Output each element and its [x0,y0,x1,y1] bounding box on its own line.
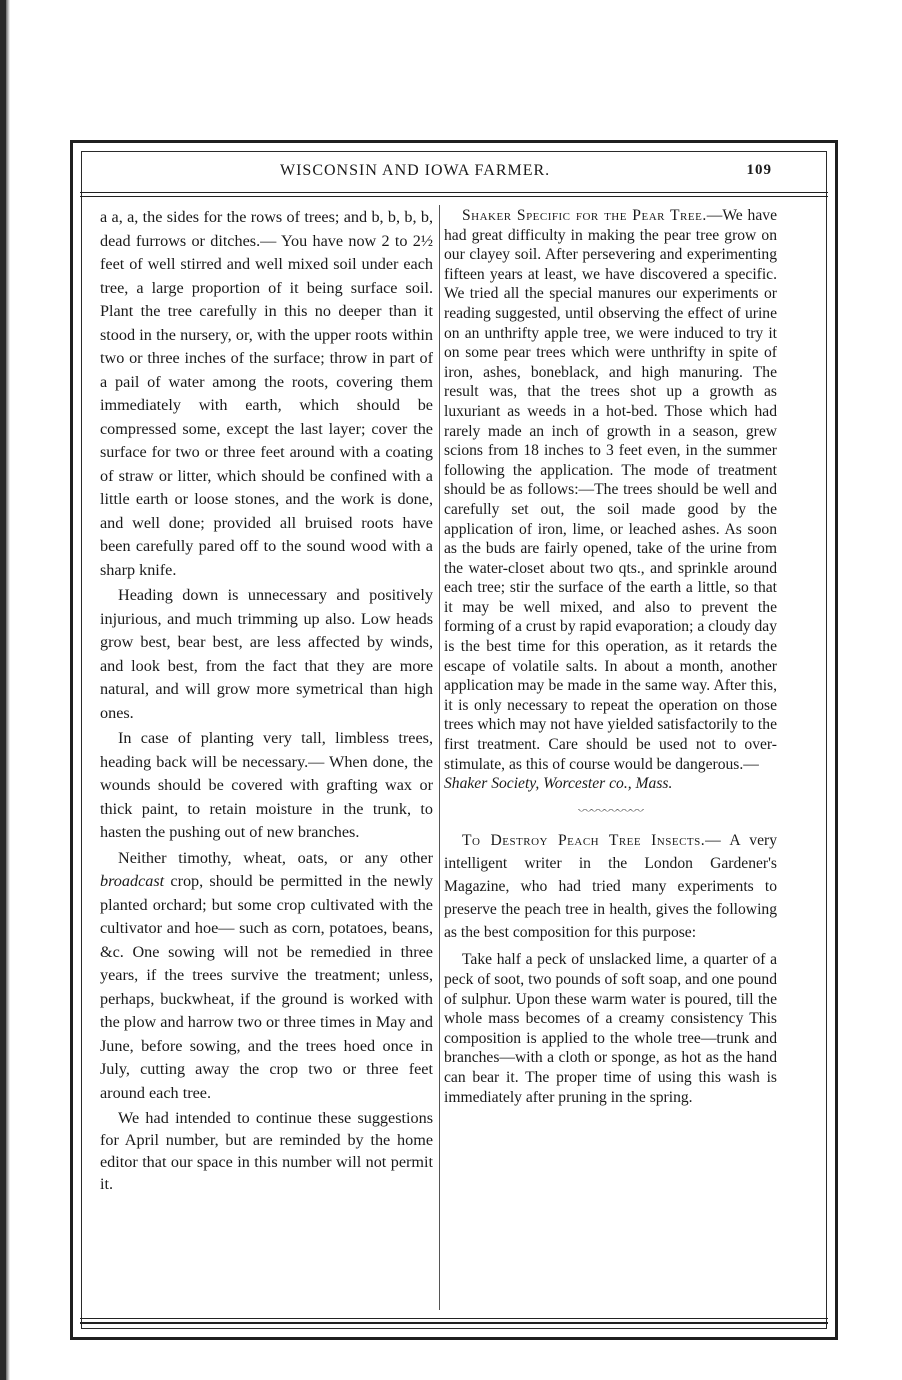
running-title: WISCONSIN AND IOWA FARMER. [280,162,551,179]
paragraph-tall-trees: In case of planting very tall, limbless trees, heading back will be necessary.— When done, the wounds should be covered with grafting wax or thick paint, to retain moisture in the trunk, to hasten the pushing out of new branches. [100,729,433,841]
paragraph-crops [100,847,433,1106]
page-header [90,162,810,184]
article-pear-tree [444,206,777,774]
ornament-divider: 〰〰〰〰〰 [578,806,643,816]
article-pear-tree-title: Shaker Specific for the Pear Tree. [462,207,707,224]
left-column [100,206,433,1195]
header-rule [80,192,828,197]
crops-text-italic: broadcast [100,872,165,890]
article-peach-insects-title: To Destroy Peach Tree Insects. [462,832,706,850]
article-pear-tree-body: —We have had great difficulty in making the pear tree grow on our clayey soil. After persevering and experimenting fifteen years at least, we have discovered a specific. We tried all the special manures our experiments or reading suggested, until observing the effect of urine on an unthrifty apple tree, we were induced to try it on some pear trees which were unthrifty in spite of iron, ashes, boneblack, and high manuring. The result was, that the trees shot up a growth as luxuriant as weeds in a hot-bed. Those which had rarely made an inch of growth in a season, grew scions from 18 inches to 3 feet even, in the summer following the application. The mode of treatment should be as follows:—The trees should be well and carefully set out, the soil made good by the application of iron, lime, or leached ashes. As soon as the buds are fairly opened, take of the urine from the water-closet about two qts., and sprinkle around each tree; stir the surface of the earth a little, so that it may be well mixed, and also to prevent the forming of a crust by rapid evaporation; a cloudy day is the best time for this operation, as it retards the escape of volatile salts. In about a month, another application may be made in the same way. After this, it is only necessary to repeat the operation on those trees which may not have yielded satisfactorily to the first treatment. Care should be used not to over-stimulate, as this of course would be dangerous.— [444,207,777,773]
article-peach-insects-body: — A very intelligent writer in the London Gardener's Magazine, who had tried many experiments to preserve the peach tree in health, gives the following as the best composition for this purpose: [444,832,777,942]
column-divider [439,205,440,1310]
binding-shadow [6,0,10,1380]
paragraph-editor-note: We had intended to continue these suggestions for April number, but are reminded by the home editor that our space in this number will not permit it. [100,1109,433,1193]
article-peach-insects [444,829,777,944]
article-peach-insects-recipe: Take half a peck of unslacked lime, a quarter of a peck of soot, two pounds of soft soap, and one pound of sulphur. Upon these warm water is poured, till the whole mass becomes of a creamy consistency This composition is applied to the whole tree—trunk and branches—with a cloth or sponge, as hot as the hand can bear it. The proper time of using this wash is immediately after pruning in the spring. [444,951,777,1106]
bottom-rule [80,1318,828,1324]
paragraph-heading-down: Heading down is unnecessary and positively injurious, and much trimming up also. Low heads grow best, bear best, are less affected by winds, and look best, from the fact that they are more natural, and will grow more symetrical than high ones. [100,586,433,722]
paragraph-planting: a a, a, the sides for the rows of trees; and b, b, b, b, dead furrows or ditches.— You have now 2 to 2½ feet of well stirred and well mixed soil under each tree, a large proportion of it being surface soil. Plant the tree carefully in this no deeper than it stood in the nursery, or, with the upper roots within two or three inches of the surface; throw in part of a pail of water among the roots, covering them immediately with earth, which should be compressed some, except the last layer; cover the surface for two or three feet around with a coating of straw or litter, which should be confined with a little earth or loose stones, and the work is done, and well done; provided all bruised roots have been carefully pared off to the sound wood with a sharp knife. [100,208,433,579]
crops-text-b: crop, should be permitted in the newly planted orchard; but some crop cultivated with the cultivator and hoe— such as corn, potatoes, beans, &c. One sowing will not be remedied in three years, if the trees survive the treatment; unless, perhaps, buckwheat, if the ground is worked with the plow and harrow two or three times in May and June, before sowing, and the trees hoed once in July, cutting away the crop two or three feet around each tree. [100,872,434,1102]
article-pear-tree-signature: Shaker Society, Worcester co., Mass. [444,775,673,793]
crops-text-a: Neither timothy, wheat, oats, or any other [118,848,433,867]
page-number: 109 [746,162,772,178]
right-column [444,206,777,1107]
